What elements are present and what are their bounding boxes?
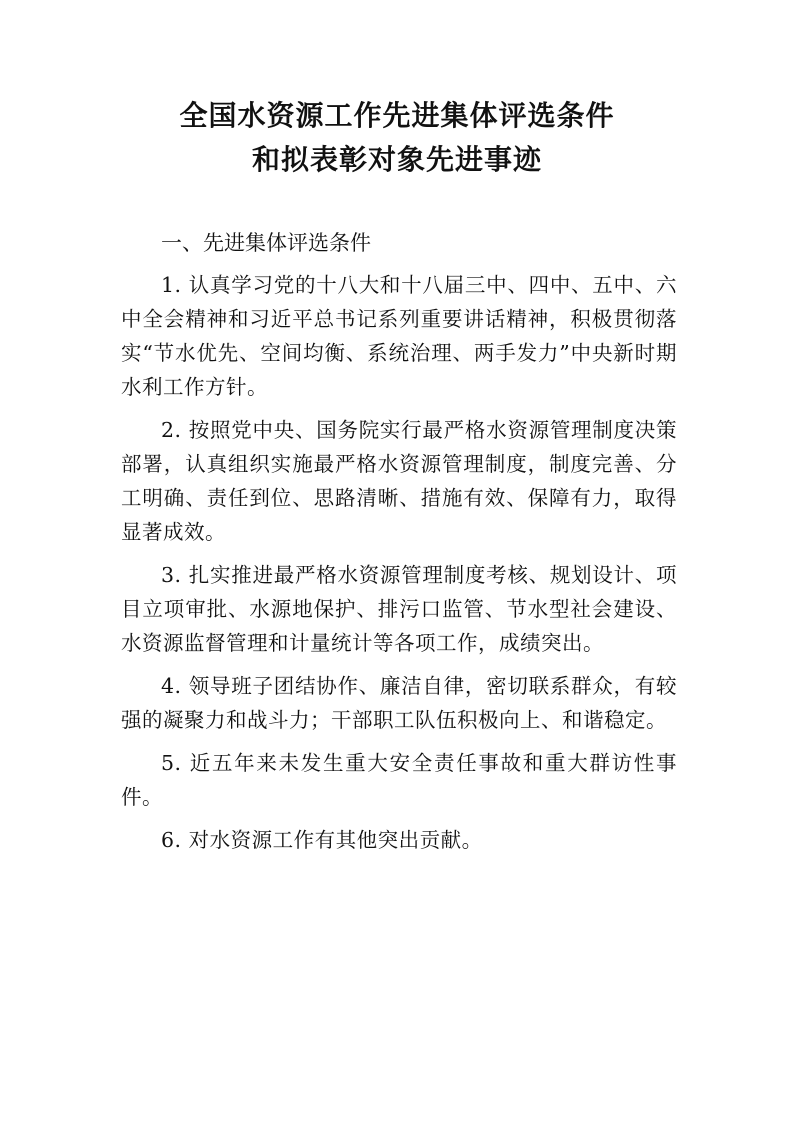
document-title-line-1: 全国水资源工作先进集体评选条件 (179, 99, 615, 132)
document-title-line-2: 和拟表彰对象先进事迹 (251, 143, 542, 176)
criteria-item-3: 3. 扎实推进最严格水资源管理制度考核、规划设计、项目立项审批、水源地保护、排污口监管、节水型社会建设、水资源监督管理和计量统计等各项工作，成绩突出。 (121, 563, 677, 655)
criteria-item-5: 5. 近五年来未发生重大安全责任事故和重大群访性事件。 (121, 751, 677, 809)
criteria-item-1: 1. 认真学习党的十八大和十八届三中、四中、五中、六中全会精神和习近平总书记系列重要讲话精神，积极贯彻落实“节水优先、空间均衡、系统治理、两手发力”中央新时期水利工作方针。 (121, 273, 677, 399)
section-heading: 一、先进集体评选条件 (161, 231, 371, 255)
criteria-list (121, 268, 677, 866)
criteria-item-4: 4. 领导班子团结协作、廉洁自律，密切联系群众，有较强的凝聚力和战斗力；干部职工队伍积极向上、和谐稳定。 (121, 674, 677, 732)
criteria-item-2: 2. 按照党中央、国务院实行最严格水资源管理制度决策部署，认真组织实施最严格水资源管理制度，制度完善、分工明确、责任到位、思路清晰、措施有效、保障有力，取得显著成效。 (121, 418, 677, 544)
criteria-item-6: 6. 对水资源工作有其他突出贡献。 (161, 828, 483, 852)
